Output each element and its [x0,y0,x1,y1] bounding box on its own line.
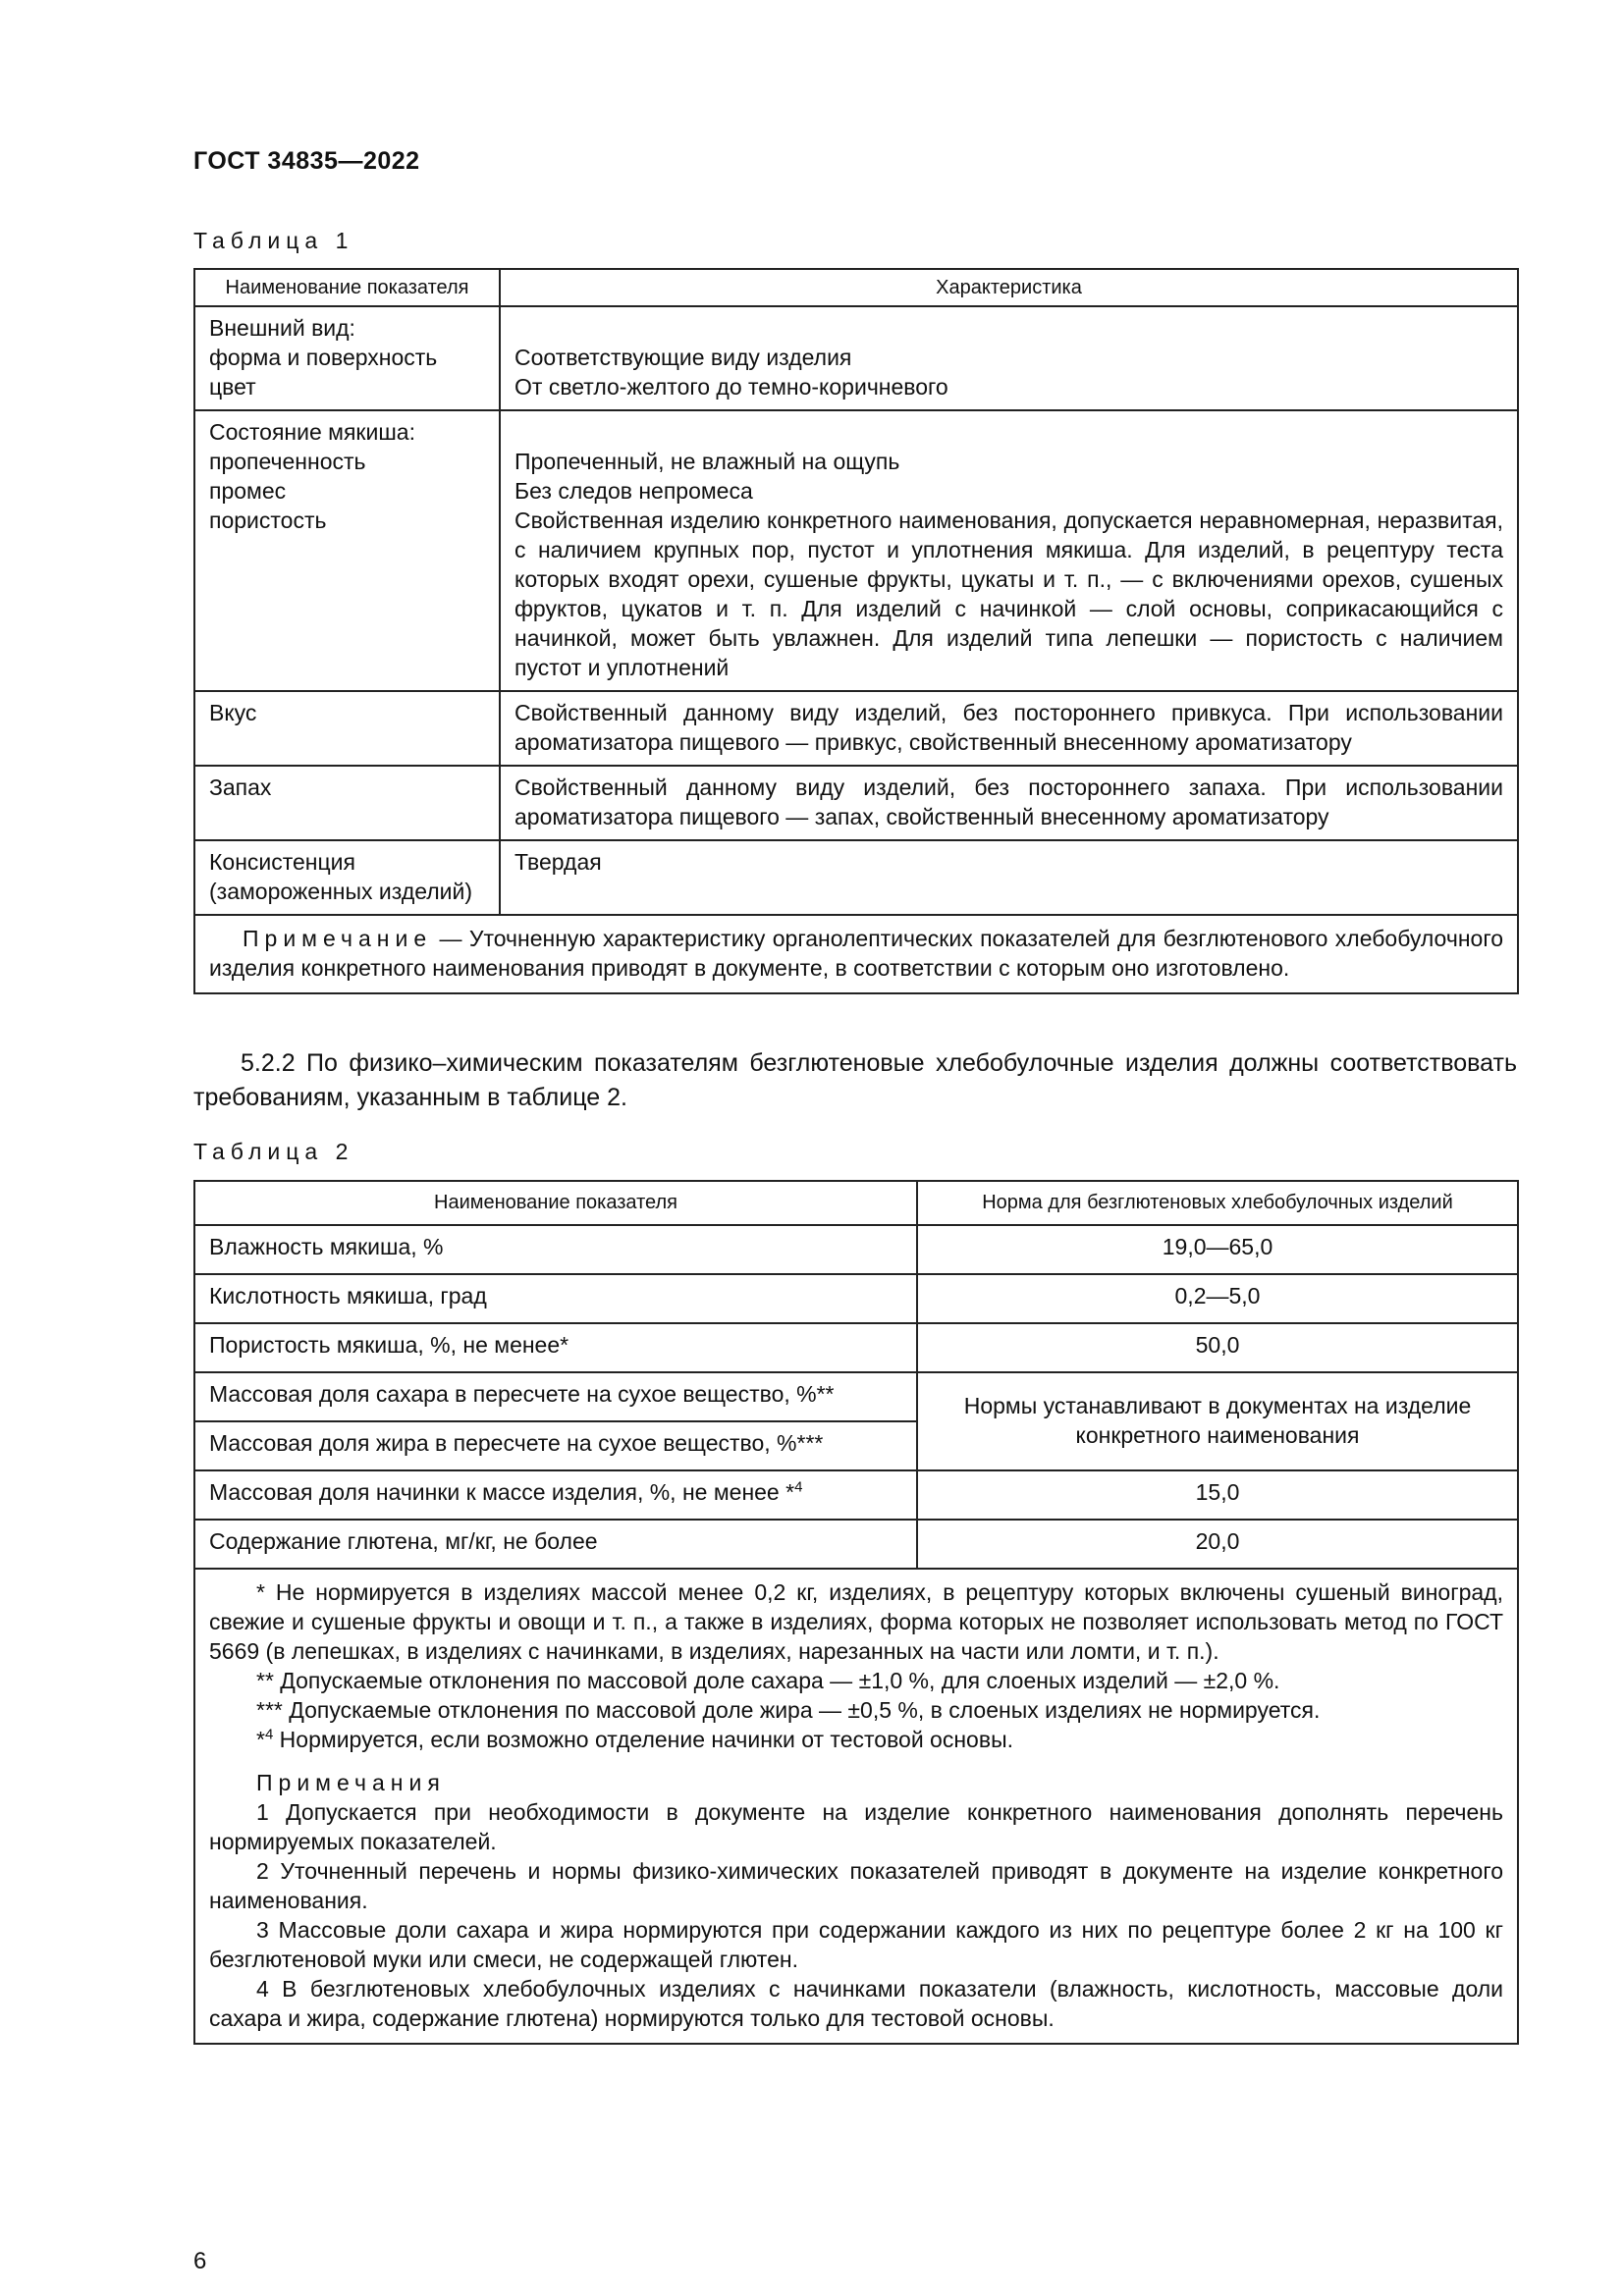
table2-row-value: 50,0 [917,1323,1518,1372]
table-row [194,691,1518,766]
table1-note [194,915,1518,993]
row-char-paragraph: Свойственная изделию конкретного наименования, допускается неравномерная, неразвитая, с наличием крупных пор, пустот и уплотнения мякиша. Для изделий, в рецептуру теста которых входят орехи, сушеные фрукты, цукаты и т. п., — с включениями орехов, сушеных фруктов, цукатов и т. п. Для изделий с начинкой — слой основы, соприкасающийся с начинкой, может быть увлажнен. Для изделий типа лепешки — пористость с наличием пустот и уплотнений [514,507,1503,680]
table2-row-name: Массовая доля сахара в пересчете на сухое вещество, %** [194,1372,917,1421]
footnote: ** Допускаемые отклонения по массовой доле сахара — ±1,0 %, для слоеных изделий — ±2,0 %. [256,1668,1280,1693]
table-row [194,1225,1518,1274]
table2-notes-row [194,1569,1518,2044]
footnote: *** Допускаемые отклонения по массовой доле жира — ±0,5 %, в слоеных изделиях не нормируется. [256,1697,1321,1723]
footnote-superscript: 4 [264,1726,274,1743]
table2-caption: Таблица 2 [193,1139,354,1164]
table2-row-name: Влажность мякиша, % [194,1225,917,1274]
table1-note-row [194,915,1518,993]
footnote-superscript: 4 [794,1478,803,1496]
row-name-line: пропеченность [209,449,366,474]
table-row [194,1274,1518,1323]
footnote-star: * [256,1727,265,1752]
table2 [193,1180,1519,2045]
row-char-line: От светло-желтого до темно-коричневого [514,374,948,400]
table1-row1-name [194,306,500,410]
note-item: 3 Массовые доли сахара и жира нормируются при содержании каждого из них по рецептуре более 2 кг на 100 кг безглютеновой муки или смеси, не содержащей глютен. [209,1917,1503,1972]
table1 [193,268,1519,994]
table-row [194,1323,1518,1372]
table1-row5-name: Консистенция (замороженных изделий) [194,840,500,915]
table2-row-value: 15,0 [917,1470,1518,1520]
table1-row3-name: Вкус [194,691,500,766]
table2-row-name: Кислотность мякиша, град [194,1274,917,1323]
row-char-line: Пропеченный, не влажный на ощупь [514,449,900,474]
table-row [194,1470,1518,1520]
table-row [194,766,1518,840]
table2-row-value-merged: Нормы устанавливают в документах на изделие конкретного наименования [917,1372,1518,1470]
row-name-line: Внешний вид: [209,315,355,341]
row-name-line: пористость [209,507,327,533]
table2-row-name: Массовая доля жира в пересчете на сухое вещество, %*** [194,1421,917,1470]
table1-header-row [194,269,1518,306]
row-name-line: цвет [209,374,256,400]
section-paragraph: 5.2.2 По физико–химическим показателям безглютеновые хлебобулочные изделия должны соответствовать требованиям, указанным в таблице 2. [193,1049,1517,1111]
table1-row4-name: Запах [194,766,500,840]
table1-caption: Таблица 1 [193,228,354,253]
footnote [209,1725,1503,1754]
table1-col-header-characteristic: Характеристика [500,269,1518,306]
table2-notes [194,1569,1518,2044]
row-name-line: форма и поверхность [209,345,438,370]
row-char-line: Соответствующие виду изделия [514,345,852,370]
table2-row-name [194,1470,917,1520]
table-row [194,306,1518,410]
table2-row-name: Пористость мякиша, %, не менее* [194,1323,917,1372]
note-item: 1 Допускается при необходимости в документе на изделие конкретного наименования дополнять перечень нормируемых показателей. [209,1799,1503,1854]
table1-row3-characteristic: Свойственный данному виду изделий, без постороннего привкуса. При использовании ароматизатора пищевого — привкус, свойственный внесенному ароматизатору [500,691,1518,766]
table1-row4-characteristic: Свойственный данному виду изделий, без постороннего запаха. При использовании ароматизатора пищевого — запах, свойственный внесенному ароматизатору [500,766,1518,840]
table-row [194,840,1518,915]
row-name-line: промес [209,478,287,504]
page-number: 6 [193,2248,207,2274]
table1-col-header-name: Наименование показателя [194,269,500,306]
note-item: 4 В безглютеновых хлебобулочных изделиях с начинками показатели (влажность, кислотность, массовые доли сахара и жира, содержание глютена) нормируются только для тестовой основы. [209,1976,1503,2031]
table1-row5-characteristic: Твердая [500,840,1518,915]
table2-col-header-norm: Норма для безглютеновых хлебобулочных изделий [917,1181,1518,1225]
note-text: — Уточненную характеристику органолептических показателей для безглютенового хлебобулочного изделия конкретного наименования приводят в документе, в соответствии с которым оно изготовлено. [209,926,1503,981]
row-name-text: Массовая доля начинки к массе изделия, %, не менее * [209,1479,795,1505]
table2-row-name: Содержание глютена, мг/кг, не более [194,1520,917,1569]
row-char-line: Без следов непромеса [514,478,753,504]
note-label: Примечание [243,926,433,951]
table2-row-value: 0,2—5,0 [917,1274,1518,1323]
table-row [194,1520,1518,1569]
notes-label: Примечания [256,1770,446,1795]
note-item: 2 Уточненный перечень и нормы физико-химических показателей приводят в документе на изделие конкретного наименования. [209,1858,1503,1913]
table2-col-header-name: Наименование показателя [194,1181,917,1225]
table-row [194,1372,1518,1421]
footnote-text: Нормируется, если возможно отделение начинки от тестовой основы. [273,1727,1013,1752]
table1-row1-characteristic [500,306,1518,410]
table2-row-value: 19,0—65,0 [917,1225,1518,1274]
table2-row-value: 20,0 [917,1520,1518,1569]
table1-row2-characteristic [500,410,1518,691]
footnote: * Не нормируется в изделиях массой менее 0,2 кг, изделиях, в рецептуру которых включены сушеный виноград, свежие и сушеные фрукты и овощи и т. п., а также в изделиях, форма которых не позволяет использовать метод по ГОСТ 5669 (в лепешках, в изделиях с начинками, в изделиях, нарезанных на части или ломти, и т. п.). [209,1579,1503,1664]
document-header: ГОСТ 34835—2022 [193,147,420,175]
row-name-line: Состояние мякиша: [209,419,415,445]
table-row [194,410,1518,691]
table1-row2-name [194,410,500,691]
table2-header-row [194,1181,1518,1225]
